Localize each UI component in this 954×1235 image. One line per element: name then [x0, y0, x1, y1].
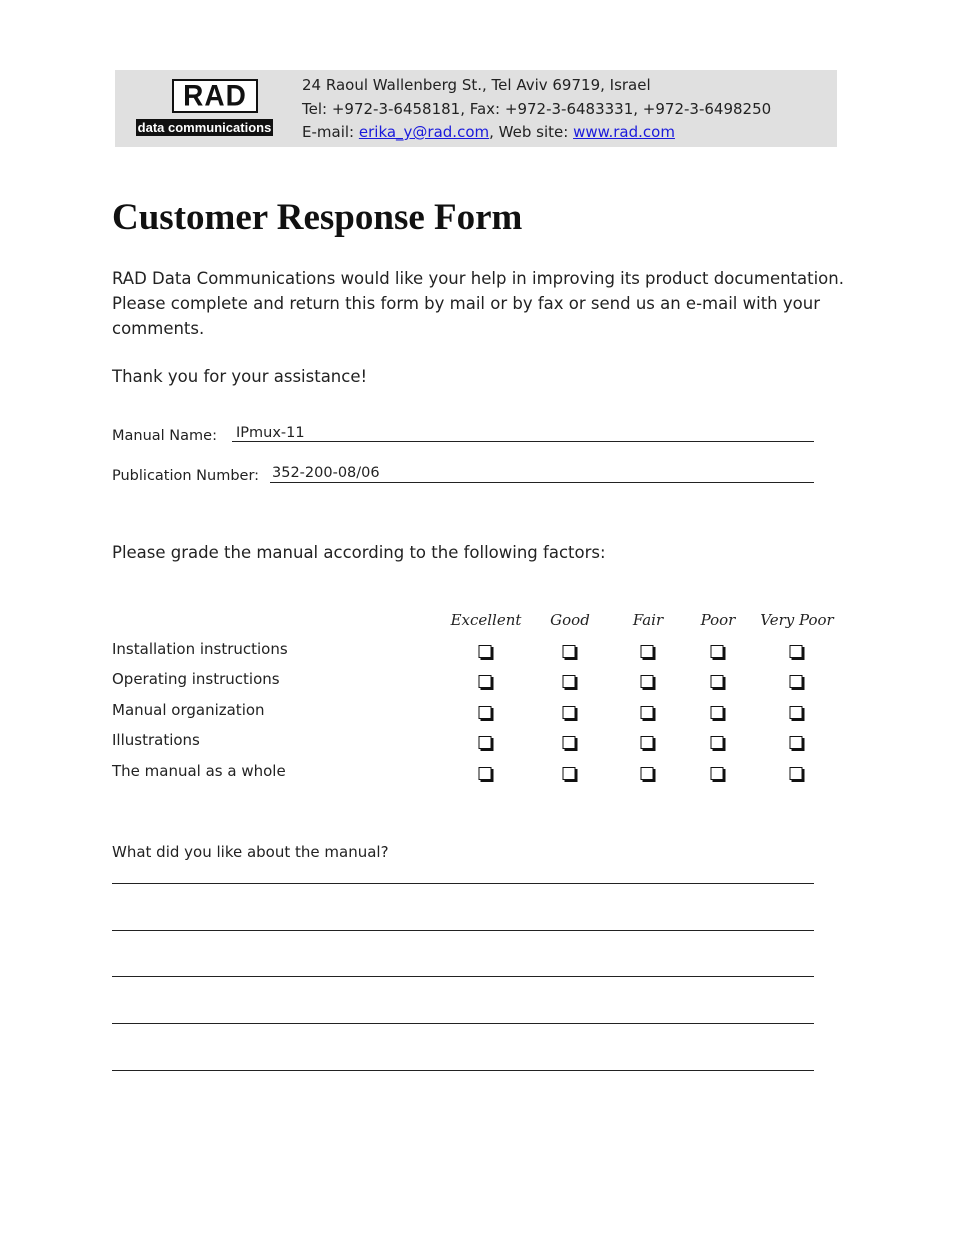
question-liked: What did you like about the manual? — [112, 843, 389, 861]
intro-paragraph: RAD Data Communications would like your help in improving its product documentation. Please complete and return this form by mail or by fax or send us an e-mail with your comments. — [112, 269, 844, 338]
answer-line[interactable] — [112, 976, 814, 977]
rad-logo — [136, 79, 273, 137]
grade-checkbox[interactable] — [563, 706, 576, 719]
row-label: Operating instructions — [112, 670, 280, 688]
grade-checkbox[interactable] — [563, 675, 576, 688]
row-label: Illustrations — [112, 731, 200, 749]
email-web-line — [302, 121, 771, 145]
grade-checkbox[interactable] — [563, 645, 576, 658]
answer-line[interactable] — [112, 1023, 814, 1024]
grade-checkbox[interactable] — [641, 706, 654, 719]
grade-checkbox[interactable] — [790, 645, 803, 658]
email-link[interactable]: erika_y@rad.com — [358, 123, 490, 141]
publication-number-label: Publication Number: — [112, 468, 260, 484]
grade-checkbox[interactable] — [790, 706, 803, 719]
grade-checkbox[interactable] — [641, 675, 654, 688]
grade-checkbox[interactable] — [711, 767, 724, 780]
column-header-poor: Poor — [700, 611, 736, 629]
answer-line[interactable] — [112, 883, 814, 884]
grade-checkbox[interactable] — [790, 736, 803, 749]
grade-checkbox[interactable] — [479, 767, 492, 780]
manual-name-label: Manual Name: — [112, 428, 217, 444]
column-header-excellent: Excellent — [450, 611, 522, 629]
grade-checkbox[interactable] — [479, 736, 492, 749]
grade-checkbox[interactable] — [563, 767, 576, 780]
contact-info — [302, 74, 771, 145]
grade-checkbox[interactable] — [479, 675, 492, 688]
manual-name-value: IPmux-11 — [236, 425, 305, 441]
grade-prompt: Please grade the manual according to the following factors: — [112, 543, 606, 562]
column-header-fair: Fair — [632, 611, 664, 629]
grade-checkbox[interactable] — [641, 767, 654, 780]
thanks-text: Thank you for your assistance! — [112, 367, 368, 386]
grade-checkbox[interactable] — [479, 706, 492, 719]
address-line: 24 Raoul Wallenberg St., Tel Aviv 69719, Israel — [302, 76, 651, 94]
row-label: The manual as a whole — [112, 762, 286, 780]
header-banner — [115, 70, 837, 147]
grade-checkbox[interactable] — [711, 706, 724, 719]
row-label: Manual organization — [112, 701, 265, 719]
publication-number-value: 352-200-08/06 — [272, 465, 380, 481]
grade-checkbox[interactable] — [641, 645, 654, 658]
phone-line: Tel: +972-3-6458181, Fax: +972-3-6483331, +972-3-6498250 — [302, 99, 772, 118]
publication-number-line[interactable] — [270, 482, 814, 483]
website-link[interactable]: www.rad.com — [573, 123, 675, 141]
logo-wordmark: RAD — [172, 79, 258, 113]
web-label: , Web site: — [489, 123, 569, 141]
column-header-good: Good — [550, 611, 590, 629]
answer-line[interactable] — [112, 1070, 814, 1071]
manual-name-line[interactable] — [232, 441, 814, 442]
logo-subtext: data communications — [137, 120, 272, 135]
grade-checkbox[interactable] — [711, 675, 724, 688]
email-label: E-mail: — [302, 123, 355, 141]
grade-checkbox[interactable] — [790, 675, 803, 688]
grade-checkbox[interactable] — [479, 645, 492, 658]
grade-checkbox[interactable] — [711, 736, 724, 749]
answer-line[interactable] — [112, 930, 814, 931]
grade-checkbox[interactable] — [641, 736, 654, 749]
column-header-very-poor: Very Poor — [760, 611, 834, 629]
page-title: Customer Response Form — [112, 197, 523, 238]
grade-checkbox[interactable] — [790, 767, 803, 780]
grade-checkbox[interactable] — [563, 736, 576, 749]
row-label: Installation instructions — [112, 640, 288, 658]
grade-checkbox[interactable] — [711, 645, 724, 658]
